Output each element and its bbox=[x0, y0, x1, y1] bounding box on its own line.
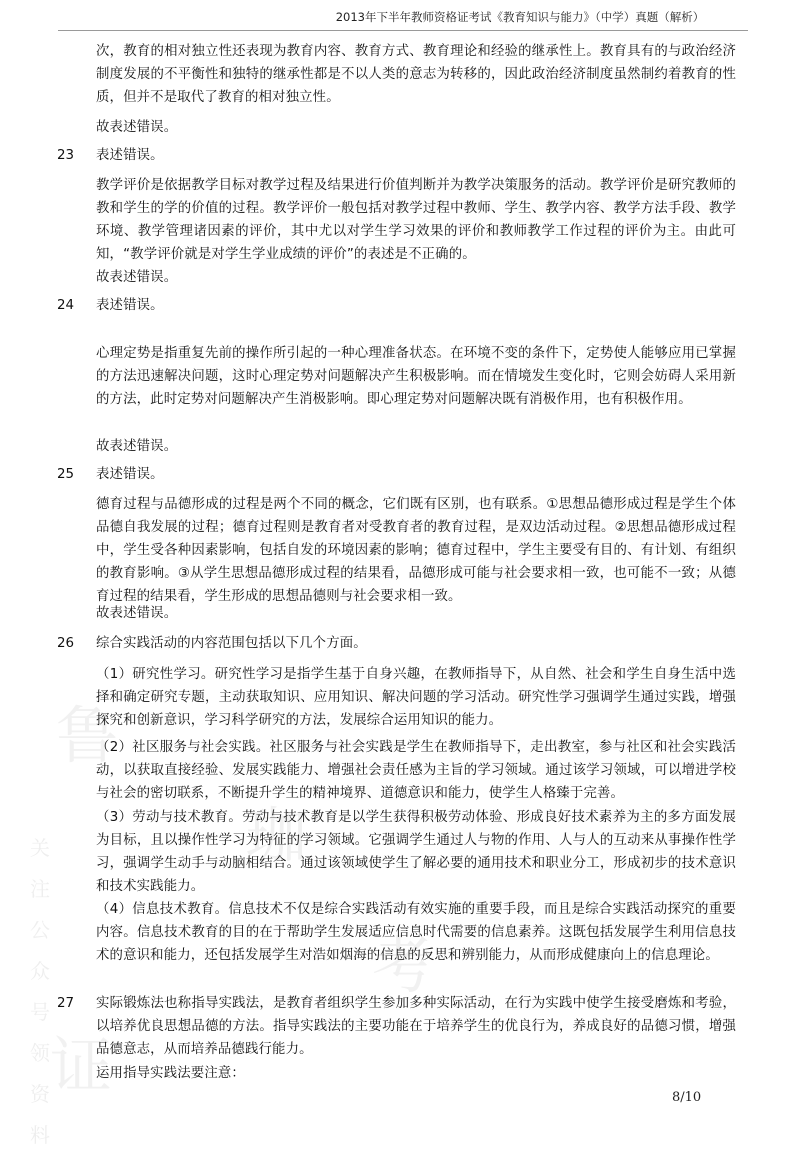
answer-heading: 表述错误。 bbox=[96, 298, 164, 313]
question-number: 27 bbox=[57, 996, 75, 1011]
question-number: 24 bbox=[57, 298, 75, 313]
watermark-char: 资 bbox=[30, 1082, 50, 1106]
watermark-char: 领 bbox=[30, 1041, 50, 1065]
sub-item: （1）研究性学习。研究性学习是指学生基于自身兴趣，在教师指导下，从自然、社会和学生自身生活中选择和确定研究专题，主动获取知识、应用知识、解决问题的学习活动。研究性学习强调学生通过实践，增强探究和创新意识，学习科学研究的方法，发展综合运用知识的能力。 bbox=[96, 667, 736, 728]
question-number: 26 bbox=[57, 636, 75, 651]
intro-paragraph: 次，教育的相对独立性还表现为教育内容、教育方式、教育理论和经验的继承性上。教育具有的与政治经济制度发展的不平衡性和独特的继承性都是不以人类的意志为转移的，因此政治经济制度虽然制约着教育的性质，但并不是取代了教育的相对独立性。 bbox=[96, 44, 736, 105]
watermark-char: 公 bbox=[30, 918, 50, 942]
watermark-char: 料 bbox=[30, 1123, 50, 1147]
watermark-char: 珈 bbox=[245, 799, 308, 872]
watermark-char: 注 bbox=[30, 877, 50, 901]
header-divider bbox=[58, 30, 748, 31]
conclusion: 故表述错误。 bbox=[96, 606, 178, 621]
explanation-paragraph: 实际锻炼法也称指导实践法，是教育者组织学生参加多种实际活动，在行为实践中使学生接受磨炼和考验，以培养优良思想品德的方法。指导实践法的主要功能在于培养学生的优良行为，养成良好的品德习惯，增强品德意志，从而培养品德践行能力。 bbox=[96, 996, 736, 1057]
answer-heading: 表述错误。 bbox=[96, 148, 164, 163]
watermark-char: 考 bbox=[372, 929, 435, 1002]
sub-item: （3）劳动与技术教育。劳动与技术教育是以学生获得积极劳动体验、形成良好技术素养为主的多方面发展为目标，且以操作性学习为特征的学习领域。它强调学生通过人与物的作用、人与人的互动来从事操作性学习，强调学生动手与动脑相结合。通过该领域使学生了解必要的通用技术和职业分工，形成初步的技术意识和技术实践能力。 bbox=[96, 810, 736, 894]
sub-item: （2）社区服务与社会实践。社区服务与社会实践是学生在教师指导下，走出教室，参与社区和社会实践活动，以获取直接经验、发展实践能力、增强社会责任感为主旨的学习领域。通过该学习领域，可以增进学校与社会的密切联系，不断提升学生的精神境界、道德意识和能力，使学生人格臻于完善。 bbox=[96, 740, 736, 801]
explanation-paragraph: 德育过程与品德形成的过程是两个不同的概念，它们既有区别，也有联系。①思想品德形成过程是学生个体品德自我发展的过程；德育过程则是教育者对受教育者的教育过程，是双边活动过程。②思想品德形成过程中，学生受各种因素影响，包括自发的环境因素的影响；德育过程中，学生主要受有目的、有计划、有组织的教育影响。③从学生思想品德形成过程的结果看，品德形成可能与社会要求相一致，也可能不一致；从德育过程的结果看，学生形成的思想品德则与社会要求相一致。 bbox=[96, 497, 736, 604]
explanation-paragraph: 教学评价是依据教学目标对教学过程及结果进行价值判断并为教学决策服务的活动。教学评价是研究教师的教和学生的学的价值的过程。教学评价一般包括对教学过程中教师、学生、教学内容、教学方法手段、教学环境、教学管理诸因素的评价，其中尤以对学生学习效果的评价和教师教学工作过程的评价为主。由此可知，“教学评价就是对学生学业成绩的评价”的表述是不正确的。 bbox=[96, 178, 736, 262]
watermark-vertical-text bbox=[28, 828, 52, 1156]
answer-heading: 综合实践活动的内容范围包括以下几个方面。 bbox=[96, 636, 367, 651]
answer-heading: 表述错误。 bbox=[96, 467, 164, 482]
watermark-char: 关 bbox=[30, 836, 50, 860]
question-number: 25 bbox=[57, 467, 75, 482]
sub-item: （4）信息技术教育。信息技术不仅是综合实践活动有效实施的重要手段，而且是综合实践活动探究的重要内容。信息技术教育的目的在于帮助学生发展适应信息时代需要的信息素养。这既包括发展学生利用信息技术的意识和能力，还包括发展学生对浩如烟海的信息的反思和辨别能力，从而形成健康向上的信息理论。 bbox=[96, 902, 736, 963]
watermark-char: 鲁 bbox=[56, 699, 119, 772]
page-header: 2013年下半年教师资格证考试《教育知识与能力》（中学）真题（解析） bbox=[335, 10, 705, 24]
watermark-char: 众 bbox=[30, 959, 50, 983]
conclusion: 故表述错误。 bbox=[96, 439, 178, 454]
watermark-char: 证 bbox=[50, 1029, 113, 1102]
page-number: 8/10 bbox=[672, 1090, 702, 1105]
explanation-paragraph: 运用指导实践法要注意： bbox=[96, 1066, 245, 1081]
question-number: 23 bbox=[57, 148, 75, 163]
conclusion: 故表述错误。 bbox=[96, 120, 178, 135]
conclusion: 故表述错误。 bbox=[96, 270, 178, 285]
watermark-char: 号 bbox=[30, 1000, 50, 1024]
explanation-paragraph: 心理定势是指重复先前的操作所引起的一种心理准备状态。在环境不变的条件下，定势使人能够应用已掌握的方法迅速解决问题，这时心理定势对问题解决产生积极影响。而在情境发生变化时，它则会妨碍人采用新的方法，此时定势对问题解决产生消极影响。即心理定势对问题解决既有消极作用，也有积极作用。 bbox=[96, 346, 736, 407]
